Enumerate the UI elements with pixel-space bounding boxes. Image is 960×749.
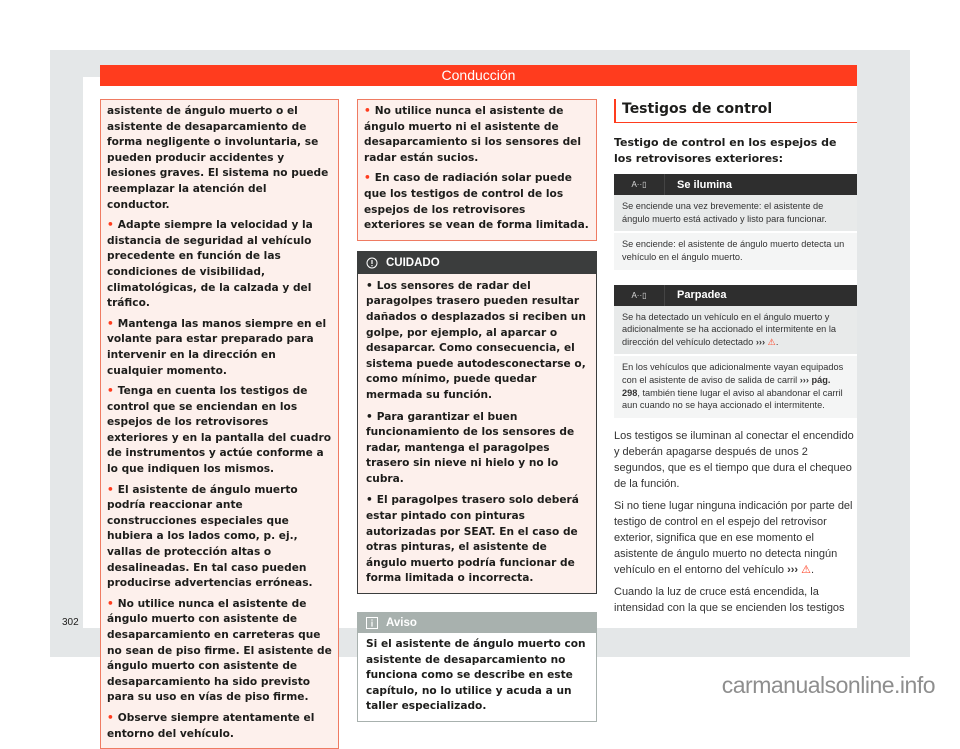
column-right xyxy=(614,99,857,622)
warning-bullet: • No utilice nunca el asistente de ángulo muerto ni el asistente de desaparcamiento si los sensores del radar están sucios. xyxy=(364,105,581,164)
paragraph: Los testigos se iluminan al conectar el encendido y deberán apagarse después de unos 2 segundos, que es el tiempo que dura el chequeo de la función. xyxy=(614,429,854,490)
warning-bullet: • Mantenga las manos siempre en el volante para estar preparado para intervenir en la dirección en cualquier momento. xyxy=(107,317,327,377)
warning-box-continued xyxy=(100,99,339,749)
warning-triangle-icon[interactable]: ⚠ xyxy=(767,336,776,347)
page-reference-link[interactable]: ››› pág. 298 xyxy=(622,374,831,398)
warning-triangle-icon[interactable]: ⚠ xyxy=(801,563,812,576)
page-number: 302 xyxy=(62,617,79,628)
warning-bullet: • El asistente de ángulo muerto podría reaccionar ante construcciones especiales que hubiera a los lados como, p. ej., vallas de protección altas o desalineadas. En tal caso pueden producirse advertencias erróneas. xyxy=(107,483,313,590)
body-text xyxy=(614,428,857,616)
notice-body: Si el asistente de ángulo muerto con asistente de desaparcamiento no funciona como se describe en este capítulo, no lo utilice y acuda a un taller especializado. xyxy=(358,633,596,721)
table-row: En los vehículos que adicionalmente vayan equipados con el asistente de aviso de salida de carril ››› pág. 298, también tiene lugar el aviso al abandonar el carril aun cuando no se haya accionado el intermitente. xyxy=(614,356,857,417)
table-header-label: Se ilumina xyxy=(677,178,733,191)
table-row: Se ha detectado un vehículo en el ángulo muerto y adicionalmente se ha accionado el intermitente en la dirección del vehículo detectado ››› ⚠. xyxy=(614,306,857,355)
table-row: Se enciende: el asistente de ángulo muerto detecta un vehículo en el ángulo muerto. xyxy=(614,233,857,269)
warning-paragraph: asistente de ángulo muerto o el asistente de desaparcamiento de forma negligente o involuntaria, se pueden producir accidentes y lesiones graves. El sistema no puede reemplazar la atención del conductor. xyxy=(107,105,329,211)
warning-bullet: • Adapte siempre la velocidad y la distancia de seguridad al vehículo precedente en función de las condiciones de visibilidad, climatológicas, de la calzada y del tráfico. xyxy=(107,219,313,310)
indicator-table-lit xyxy=(614,174,857,269)
paragraph: Si no tiene lugar ninguna indicación por parte del testigo de control en el espejo del retrovisor exterior, significa que en ese momento el asistente de ángulo muerto no detecta ningún vehículo en el entorno del vehículo ››› ⚠. xyxy=(614,499,853,576)
section-title: Testigos de control xyxy=(614,99,857,123)
chapter-title: Conducción xyxy=(441,67,516,83)
chapter-header xyxy=(100,65,857,86)
warning-bullet: • No utilice nunca el asistente de ángulo muerto con asistente de desaparcamiento en carreteras que no sean de piso firme. El asistente de ángulo muerto con asistente de desaparcamiento ha sido previsto para su uso en vías de piso firme. xyxy=(107,597,332,704)
bullet-icon: • xyxy=(107,219,114,232)
notice-title: Aviso xyxy=(386,617,417,630)
bullet-icon: • xyxy=(364,172,371,185)
section-intro: Testigo de control en los espejos de los retrovisores exteriores: xyxy=(614,136,837,165)
bullet-icon: • xyxy=(366,494,373,507)
bullet-icon: • xyxy=(107,597,114,610)
bullet-icon: • xyxy=(107,385,114,398)
paragraph: Cuando la luz de cruce está encendida, la intensidad con la que se encienden los testigos xyxy=(614,585,845,614)
column-middle xyxy=(357,99,597,722)
table-row: Se enciende una vez brevemente: el asistente de ángulo muerto está activado y listo para funcionar. xyxy=(614,195,857,231)
caution-header xyxy=(358,252,596,274)
blind-spot-indicator-icon: A··▯ xyxy=(614,285,665,306)
notice-header xyxy=(358,613,596,633)
table-header xyxy=(614,174,857,195)
warning-box-end xyxy=(357,99,597,241)
caution-item: • Los sensores de radar del paragolpes trasero pueden resultar dañados o desplazados si reciben un golpe, por ejemplo, al aparcar o desaparcar. Como consecuencia, el sistema puede autodesconectarse o, como mínimo, puede quedar mermada su función. xyxy=(366,279,586,401)
indicator-table-flashing xyxy=(614,285,857,418)
table-header xyxy=(614,285,857,306)
caution-item: • El paragolpes trasero solo deberá estar pintado con pinturas autorizadas por SEAT. En el caso de otras pinturas, el asistente de ángulo muerto podría funcionar de forma limitada o incorrecta. xyxy=(366,494,579,585)
bullet-icon: • xyxy=(366,279,373,292)
bullet-icon: • xyxy=(107,711,114,724)
bullet-icon: • xyxy=(107,317,114,330)
exclamation-circle-icon xyxy=(366,257,378,269)
caution-item: • Para garantizar el buen funcionamiento de los sensores de radar, mantenga el paragolpes trasero sin nieve ni hielo y no lo cubra. xyxy=(366,410,575,485)
bullet-icon: • xyxy=(366,410,373,423)
notice-box xyxy=(357,612,597,722)
blind-spot-indicator-icon: A··▯ xyxy=(614,174,665,195)
cross-reference-link[interactable]: ››› xyxy=(755,336,766,347)
caution-box xyxy=(357,251,597,594)
caution-title: CUIDADO xyxy=(386,256,440,269)
caution-body xyxy=(358,274,596,593)
watermark: carmanualsonline.info xyxy=(721,672,935,698)
warning-bullet: • Observe siempre atentamente el entorno del vehículo. xyxy=(107,711,315,740)
table-header-label: Parpadea xyxy=(677,289,727,302)
column-left xyxy=(100,99,339,749)
info-icon xyxy=(366,617,378,629)
cross-reference-link[interactable]: ››› xyxy=(787,563,799,576)
bullet-icon: • xyxy=(107,483,114,496)
warning-bullet: • En caso de radiación solar puede que los testigos de control de los espejos de los retrovisores exteriores se vean de forma limitada. xyxy=(364,172,589,232)
bullet-icon: • xyxy=(364,105,371,117)
warning-bullet: • Tenga en cuenta los testigos de control que se enciendan en los espejos de los retrovisores exteriores y en la pantalla del cuadro de instrumentos y actúe conforme a lo que indiquen los mismos. xyxy=(107,385,332,476)
